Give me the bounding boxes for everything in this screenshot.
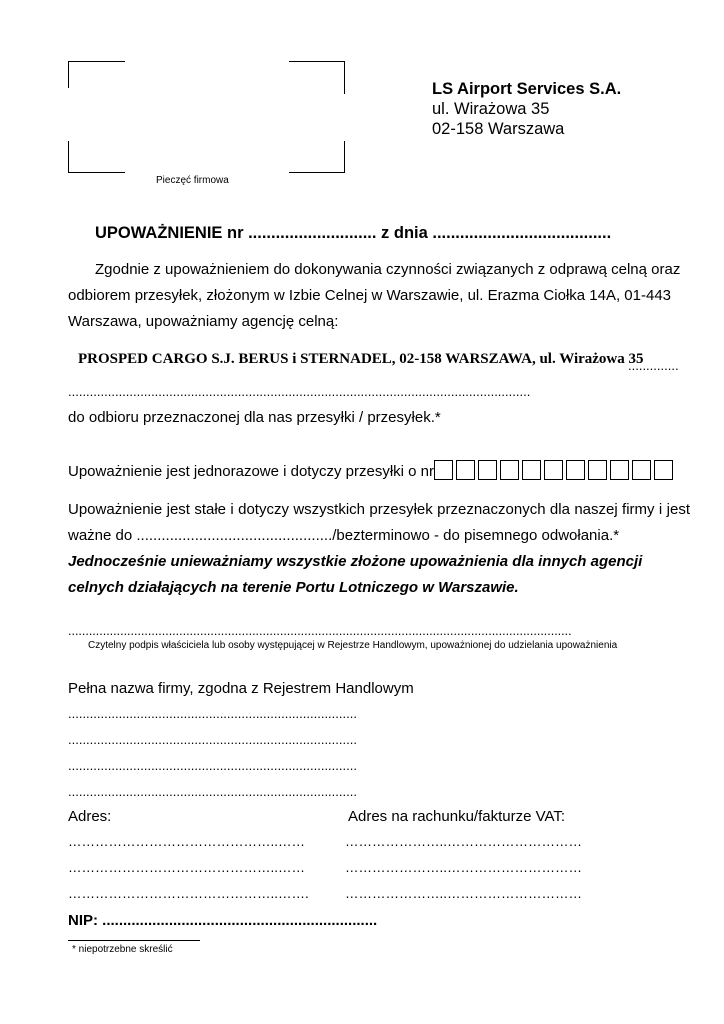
invoice-address-line[interactable]: …………………..………………………… (345, 886, 583, 901)
stamp-corner-top-left (68, 61, 125, 88)
shipment-number-box[interactable] (478, 460, 497, 480)
shipment-number-box[interactable] (434, 460, 453, 480)
shipment-number-box[interactable] (610, 460, 629, 480)
company-name-label: Pełna nazwa firmy, zgodna z Rejestrem Handlowym (68, 680, 414, 697)
stamp-corner-bottom-right (289, 141, 345, 173)
invoice-address-line[interactable]: …………………..………………………… (345, 860, 583, 875)
document-title: UPOWAŻNIENIE nr ............................ z dnia ....................................... (95, 224, 612, 242)
revocation-line-1: Jednocześnie unieważniamy wszystkie złożone upoważnienia dla innych agencji (68, 553, 643, 570)
recipient-street: ul. Wirażowa 35 (432, 100, 550, 118)
shipment-number-box[interactable] (522, 460, 541, 480)
nip-field[interactable]: NIP: .................................................................. (68, 912, 378, 929)
shipment-number-box[interactable] (632, 460, 651, 480)
footnote-rule (68, 940, 200, 941)
footnote: * niepotrzebne skreślić (72, 944, 173, 955)
address-line[interactable]: ………………………………………..…… (68, 834, 306, 849)
single-authorization-text: Upoważnienie jest jednorazowe i dotyczy przesyłki o nr (68, 463, 435, 480)
invoice-address-label: Adres na rachunku/fakturze VAT: (348, 808, 566, 825)
shipment-number-box[interactable] (456, 460, 475, 480)
signature-dots[interactable]: ................................................................................................................................................. (68, 624, 572, 638)
address-line[interactable]: ………………………………………..…… (68, 860, 306, 875)
permanent-line-1: Upoważnienie jest stałe i dotyczy wszystkich przesyłek przeznaczonych dla naszej firmy i jest (68, 501, 690, 518)
address-label: Adres: (68, 808, 112, 825)
shipment-number-boxes (434, 460, 676, 480)
intro-line-3: Warszawa, upoważniamy agencję celną: (68, 313, 339, 330)
agency-name: PROSPED CARGO S.J. BERUS i STERNADEL, 02-158 WARSZAWA, ul. Wirażowa 35 (78, 351, 644, 367)
stamp-corner-bottom-left (68, 141, 125, 173)
company-name-line[interactable]: ................................................................................ (68, 784, 357, 799)
stamp-corner-top-right (289, 61, 345, 94)
agency-dots-line: ................................................................................................................................ (68, 384, 531, 399)
intro-line-1: Zgodnie z upoważnieniem do dokonywania czynności związanych z odprawą celną oraz (95, 261, 681, 278)
shipment-number-box[interactable] (544, 460, 563, 480)
signature-caption: Czytelny podpis właściciela lub osoby występującej w Rejestrze Handlowym, upoważnionej do udzielania upoważnienia (88, 640, 618, 651)
address-line[interactable]: ………………………………………..……. (68, 886, 309, 901)
shipment-number-box[interactable] (588, 460, 607, 480)
invoice-address-line[interactable]: …………………..………………………… (345, 834, 583, 849)
company-name-line[interactable]: ................................................................................ (68, 732, 357, 747)
revocation-line-2: celnych działających na terenie Portu Lotniczego w Warszawie. (68, 579, 519, 596)
shipment-number-box[interactable] (500, 460, 519, 480)
stamp-caption: Pieczęć firmowa (156, 175, 229, 186)
recipient-city: 02-158 Warszawa (432, 120, 565, 138)
company-name-line[interactable]: ................................................................................ (68, 706, 357, 721)
purpose-text: do odbioru przeznaczonej dla nas przesyłki / przesyłek.* (68, 409, 441, 426)
shipment-number-box[interactable] (654, 460, 673, 480)
recipient-company: LS Airport Services S.A. (432, 80, 622, 98)
company-name-line[interactable]: ................................................................................ (68, 758, 357, 773)
permanent-line-2: ważne do .............................................../bezterminowo - do pisemnego odwołania.* (68, 527, 620, 544)
agency-dots-tail: .............. (628, 358, 679, 373)
intro-line-2: odbiorem przesyłek, złożonym w Izbie Celnej w Warszawie, ul. Erazma Ciołka 14A, 01-443 (68, 287, 672, 304)
shipment-number-box[interactable] (566, 460, 585, 480)
